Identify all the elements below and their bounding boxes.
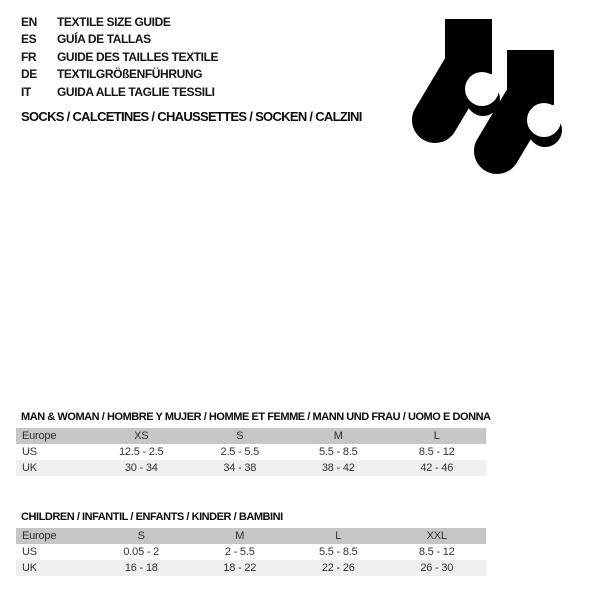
table-title: MAN & WOMAN / HOMBRE Y MUJER / HOMME ET FEMME / MANN UND FRAU / UOMO E DONNA — [21, 411, 491, 423]
sock-shape-back — [435, 19, 500, 120]
table-row-uk — [16, 460, 486, 476]
language-list — [21, 14, 218, 101]
language-code: DE — [21, 67, 37, 82]
language-title: GUIDE DES TAILLES TEXTILE — [57, 49, 219, 64]
size-cell: 2.5 - 5.5 — [220, 446, 260, 458]
size-cell: 38 - 42 — [321, 462, 355, 474]
table-header-row — [16, 428, 486, 444]
header-cell-size: M — [333, 430, 343, 442]
table-row-uk — [16, 560, 486, 576]
size-cell: 5.5 - 8.5 — [318, 546, 358, 558]
row-label: UK — [22, 462, 37, 474]
size-cell: 12.5 - 2.5 — [119, 446, 164, 458]
sock-shape-front — [497, 50, 562, 151]
language-title: TEXTILE SIZE GUIDE — [57, 15, 171, 29]
header-cell-region: Europe — [22, 430, 57, 442]
language-title: TEXTILGRÖßENFÜHRUNG — [57, 67, 203, 82]
table-header-row — [16, 528, 486, 544]
language-row-fr — [21, 49, 218, 66]
size-cell: 26 - 30 — [420, 562, 454, 574]
size-cell: 34 - 38 — [223, 462, 257, 474]
size-cell: 2 - 5.5 — [224, 546, 255, 558]
size-table-children — [16, 511, 486, 576]
table-title: CHILDREN / INFANTIL / ENFANTS / KINDER / BAMBINI — [21, 511, 283, 523]
language-title: GUÍA DE TALLAS — [57, 32, 151, 47]
row-label: US — [22, 446, 37, 458]
header-cell-size: XXL — [426, 530, 447, 542]
table-row-us — [16, 544, 486, 560]
socks-icon — [400, 8, 565, 183]
language-row-de — [21, 66, 218, 83]
language-row-es — [21, 31, 218, 48]
size-cell: 5.5 - 8.5 — [318, 446, 358, 458]
size-cell: 8.5 - 12 — [418, 546, 455, 558]
language-code: ES — [21, 32, 37, 47]
row-label: UK — [22, 562, 37, 574]
size-cell: 18 - 22 — [223, 562, 257, 574]
language-code: FR — [21, 49, 37, 64]
language-title: GUIDA ALLE TAGLIE TESSILI — [57, 84, 215, 99]
header-cell-region: Europe — [22, 530, 57, 542]
header-cell-size: S — [236, 430, 244, 442]
row-label: US — [22, 546, 37, 558]
header-cell-size: M — [235, 530, 245, 542]
language-code: EN — [21, 15, 37, 29]
header-cell-size: L — [433, 430, 440, 442]
size-cell: 16 - 18 — [124, 562, 158, 574]
language-row-it — [21, 84, 218, 101]
table-row-us — [16, 444, 486, 460]
language-row-en — [21, 14, 218, 31]
size-cell: 8.5 - 12 — [418, 446, 455, 458]
category-line: SOCKS / CALCETINES / CHAUSSETTES / SOCKEN / CALZINI — [21, 109, 362, 124]
header-cell-size: L — [335, 530, 342, 542]
size-cell: 22 - 26 — [321, 562, 355, 574]
header-cell-size: XS — [134, 430, 149, 442]
language-code: IT — [21, 84, 31, 99]
size-cell: 0.05 - 2 — [123, 546, 160, 558]
header-cell-size: S — [137, 530, 145, 542]
size-cell: 42 - 46 — [420, 462, 454, 474]
size-table-adult — [16, 411, 491, 476]
size-cell: 30 - 34 — [124, 462, 158, 474]
